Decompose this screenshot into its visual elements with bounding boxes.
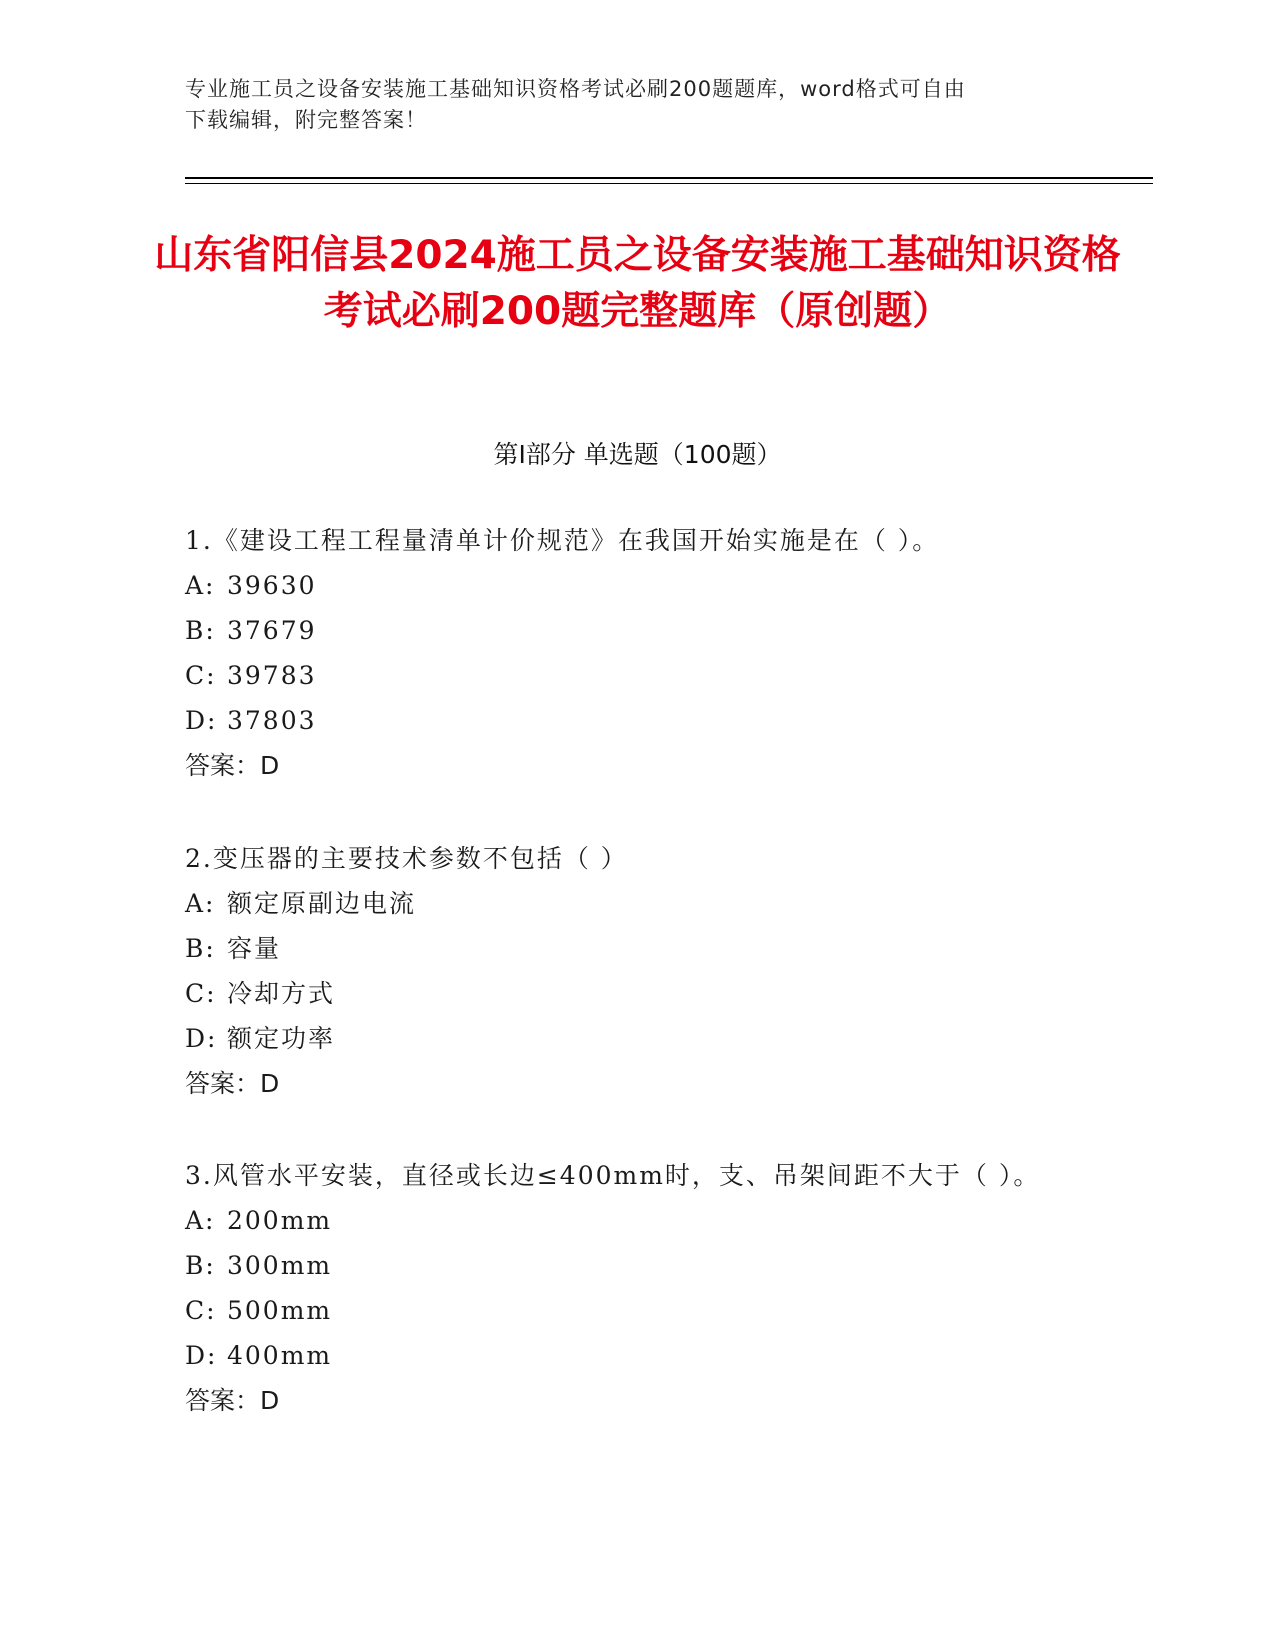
option-text: 冷却方式 <box>227 979 336 1008</box>
question-1 <box>185 518 1085 788</box>
header-divider-thick <box>185 177 1153 179</box>
option-b <box>185 926 1085 971</box>
answer-line: 答案：D <box>185 1069 280 1098</box>
question-stem: 3.风管水平安装，直径或长边≤400mm时，支、吊架间距不大于（ ）。 <box>185 1161 1041 1190</box>
option-c <box>185 971 1085 1016</box>
option-letter: A: <box>185 889 216 918</box>
option-text: 容量 <box>227 934 282 963</box>
option-b <box>185 1243 1085 1288</box>
option-letter: D: <box>185 706 218 735</box>
option-text: 39783 <box>227 661 317 690</box>
option-text: 额定功率 <box>227 1024 336 1053</box>
option-letter: B: <box>185 616 216 645</box>
answer-line: 答案：D <box>185 1386 280 1415</box>
header-note <box>185 74 1065 136</box>
answer-line: 答案：D <box>185 751 280 780</box>
option-letter: A: <box>185 1206 216 1235</box>
option-text: 200mm <box>227 1206 333 1235</box>
header-note-line-2: 下载编辑，附完整答案！ <box>185 108 427 132</box>
section-title: 第Ⅰ部分 单选题（100题） <box>493 440 782 469</box>
option-text: 37679 <box>227 616 317 645</box>
option-letter: C: <box>185 979 217 1008</box>
question-2 <box>185 836 1085 1106</box>
option-a <box>185 881 1085 926</box>
option-letter: C: <box>185 1296 217 1325</box>
option-text: 400mm <box>227 1341 333 1370</box>
question-stem: 1.《建设工程工程量清单计价规范》在我国开始实施是在（ ）。 <box>185 526 940 555</box>
option-d <box>185 1333 1085 1378</box>
header-note-line-1: 专业施工员之设备安装施工基础知识资格考试必刷200题题库，word格式可自由 <box>185 77 966 101</box>
option-letter: D: <box>185 1024 218 1053</box>
option-b <box>185 608 1085 653</box>
option-text: 39630 <box>227 571 317 600</box>
option-letter: B: <box>185 1251 216 1280</box>
option-letter: D: <box>185 1341 218 1370</box>
question-3 <box>185 1153 1085 1423</box>
option-text: 额定原副边电流 <box>227 889 417 918</box>
option-letter: A: <box>185 571 216 600</box>
option-c <box>185 1288 1085 1333</box>
option-text: 37803 <box>227 706 317 735</box>
document-title: 山东省阳信县2024施工员之设备安装施工基础知识资格考试必刷200题完整题库（原创题） <box>154 233 1121 334</box>
option-letter: B: <box>185 934 216 963</box>
option-text: 500mm <box>227 1296 333 1325</box>
option-d <box>185 1016 1085 1061</box>
option-c <box>185 653 1085 698</box>
option-letter: C: <box>185 661 217 690</box>
option-a <box>185 1198 1085 1243</box>
question-stem: 2.变压器的主要技术参数不包括（ ） <box>185 844 628 873</box>
option-text: 300mm <box>227 1251 333 1280</box>
header-divider-thin <box>185 183 1153 184</box>
option-a <box>185 563 1085 608</box>
option-d <box>185 698 1085 743</box>
